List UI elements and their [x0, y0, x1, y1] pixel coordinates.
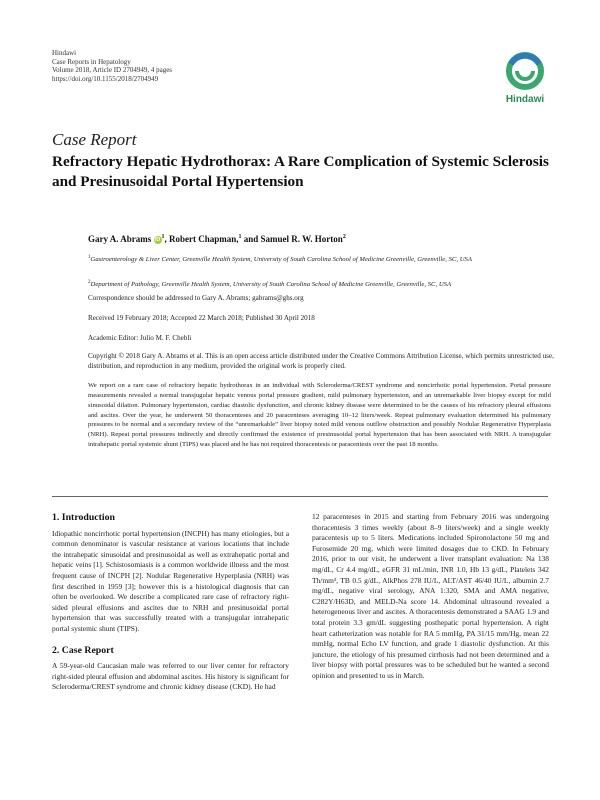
author-affiliation-sup: 1: [161, 234, 165, 240]
hindawi-logo-icon: [500, 50, 550, 94]
author-conjunction: and: [243, 234, 259, 244]
article-title: Refractory Hepatic Hydrothorax: A Rare Complication of Systemic Sclerosis and Presinusoidal Portal Hypertension: [52, 153, 549, 190]
affiliation-number: 1: [88, 255, 91, 260]
affiliation: [88, 253, 558, 265]
author-affiliation-sup: 2: [342, 234, 346, 240]
affiliation: [88, 278, 558, 290]
correspondence: Correspondence should be addressed to Gary A. Abrams; gabrams@ghs.org: [88, 294, 304, 302]
hindawi-logo-text: Hindawi: [505, 94, 545, 105]
section-divider: [52, 496, 548, 497]
author-list: Gary A. Abrams $iD^1$, Robert Chapman,$^1$ and Samuel R. W. Horton$^2$: [88, 234, 346, 244]
publisher-name: Hindawi: [52, 49, 77, 57]
publication-dates: Received 19 February 2018; Accepted 22 March 2018; Published 30 April 2018: [88, 314, 315, 322]
author-name: Samuel R. W. Horton: [260, 234, 343, 244]
author-name: Robert Chapman,: [169, 234, 239, 244]
academic-editor: Academic Editor: Julio M. F. Chebli: [88, 334, 192, 342]
doi-link[interactable]: https://doi.org/10.1155/2018/2704949: [52, 74, 159, 83]
article-type: Case Report: [52, 130, 137, 149]
journal-name: Case Reports in Hepatology: [52, 57, 131, 66]
section-heading: 1. Introduction: [52, 512, 115, 523]
copyright-notice: Copyright © 2018 Gary A. Abrams et al. This is an open access article distributed under the Creative Commons Attribution License, which permits unrestricted use, distribution, and reproduction in any medium, provided the original work is properly cited.: [88, 352, 554, 370]
affiliation-number: 2: [88, 280, 91, 285]
paragraph: Idiopathic noncirrhotic portal hypertension (INCPH) has many etiologies, but a common denominator is vascular resistance at various locations that include the intrahepatic sinusoidal and presinusoidal as well as extrahepatic portal and hepatic veins [1]. Schistosomiasis is a common worldwide illness and the most frequent cause of INCPH [2]. Nodular Regenerative Hyperplasia (NRH) was first described in 1959 [3]; however this is a histological diagnosis that can often be overlooked. We describe a complicated rare case of refractory right-sided pleural effusions and ascites due to NRH and presinusoidal portal hypertension that was successfully treated with a transjugular intrahepatic portal systemic shunt (TIPS).: [52, 528, 289, 633]
paragraph: A 59-year-old Caucasian male was referred to our liver center for refractory right-sided pleural effusion and abdominal ascites. His history is significant for Scleroderma/CREST syndrome and chronic kidney disease (CKD). He had: [52, 661, 289, 692]
journal-meta: [52, 49, 172, 83]
right-column: [312, 512, 549, 682]
section-heading: 2. Case Report: [52, 644, 114, 656]
author-affiliation-sup: 1: [238, 234, 242, 240]
volume-info: Volume 2018, Article ID 2704949, 4 pages: [52, 66, 173, 75]
paragraph: 12 paracenteses in 2015 and starting from February 2016 was undergoing thoracentesis 3 times weekly (about 8–9 liters/week) and a single weekly paracentesis up to 5 liters. Medications included Spironolactone 50 mg and Furosemide 20 mg, which were limited dosages due to CKD. In February 2016, prior to our visit, he underwent a liver transplant evaluation: Na 138 mg/dL, Cr 4.4 mg/dL, eGFR 31 mL/min, INR 1.0, Hb 13 g/dL, Platelets 342 Th/mm³, TB 0.5 g/dL, AlkPhos 278 IU/L, ALT/AST 46/40 IU/L, albumin 2.7 mg/dL, negative viral serology, ANA 1:320, SMA and AMA negative, C282Y/H63D, and MELD-Na score 14. Abdominal ultrasound revealed a heterogeneous liver and ascites. A thoracentesis demonstrated a SAAG 1.9 and total protein 3.3 gm/dL suggesting posthepatic portal hypertension. A right heart catheterization was notable for RA 5 mmHg, PA 31/15 mm/Hg, mean 22 mmHg, normal Echo LV function, and grade 1 diastolic dysfunction. At this juncture, the etiology of his presumed cirrhosis had not been determined and a liver biopsy with portal pressures was to be scheduled but he wanted a second opinion and presented to us in March.: [312, 512, 549, 680]
author-name: Gary A. Abrams: [88, 234, 152, 244]
affiliation-text: Department of Pathology, Greenville Health System, University of South Carolina School of Medicine Greenville, Greenville, SC, USA: [90, 281, 452, 289]
affiliation-text: Gastroenterology & Liver Center, Greenville Health System, University of South Carolina School of Medicine Greenville, Greenville, SC, USA: [90, 256, 472, 264]
abstract: We report on a rare case of refractory hepatic hydrothorax in an individual with Scleroderma/CREST syndrome and noncirrhotic portal hypertension. Portal pressure measurements revealed a normal transjugular hepatic venous portal pressure gradient, mild pulmonary hypertension, and an unremarkable liver biopsy except for mild sinusoidal dilation. Pulmonary hypertension, cardiac diastolic dysfunction, and chronic kidney disease were determined to be the causes of his refractory pleural effusions and ascites. Over the year, he underwent 50 thoracenteses and 20 paracenteses averaging 10–12 liters/week. Repeat pulmonary evaluation determined his pulmonary pressures to be normal and a secondary review of the “unremarkable” liver biopsy noted mild venous outflow obstruction and possibly Nodular Regenerative Hyperplasia (NRH). Repeat portal pressures indirectly and directly confirmed the existence of presinusoidal portal hypertension that has been associated with NRH. A transjugular intrahepatic portal systemic shunt (TIPS) was placed and he has not required thoracentesis or paracentesis over the past 18 months.: [88, 382, 551, 449]
hindawi-logo: [500, 50, 550, 108]
orcid-icon[interactable]: iD: [154, 237, 161, 243]
left-column: [52, 500, 289, 693]
